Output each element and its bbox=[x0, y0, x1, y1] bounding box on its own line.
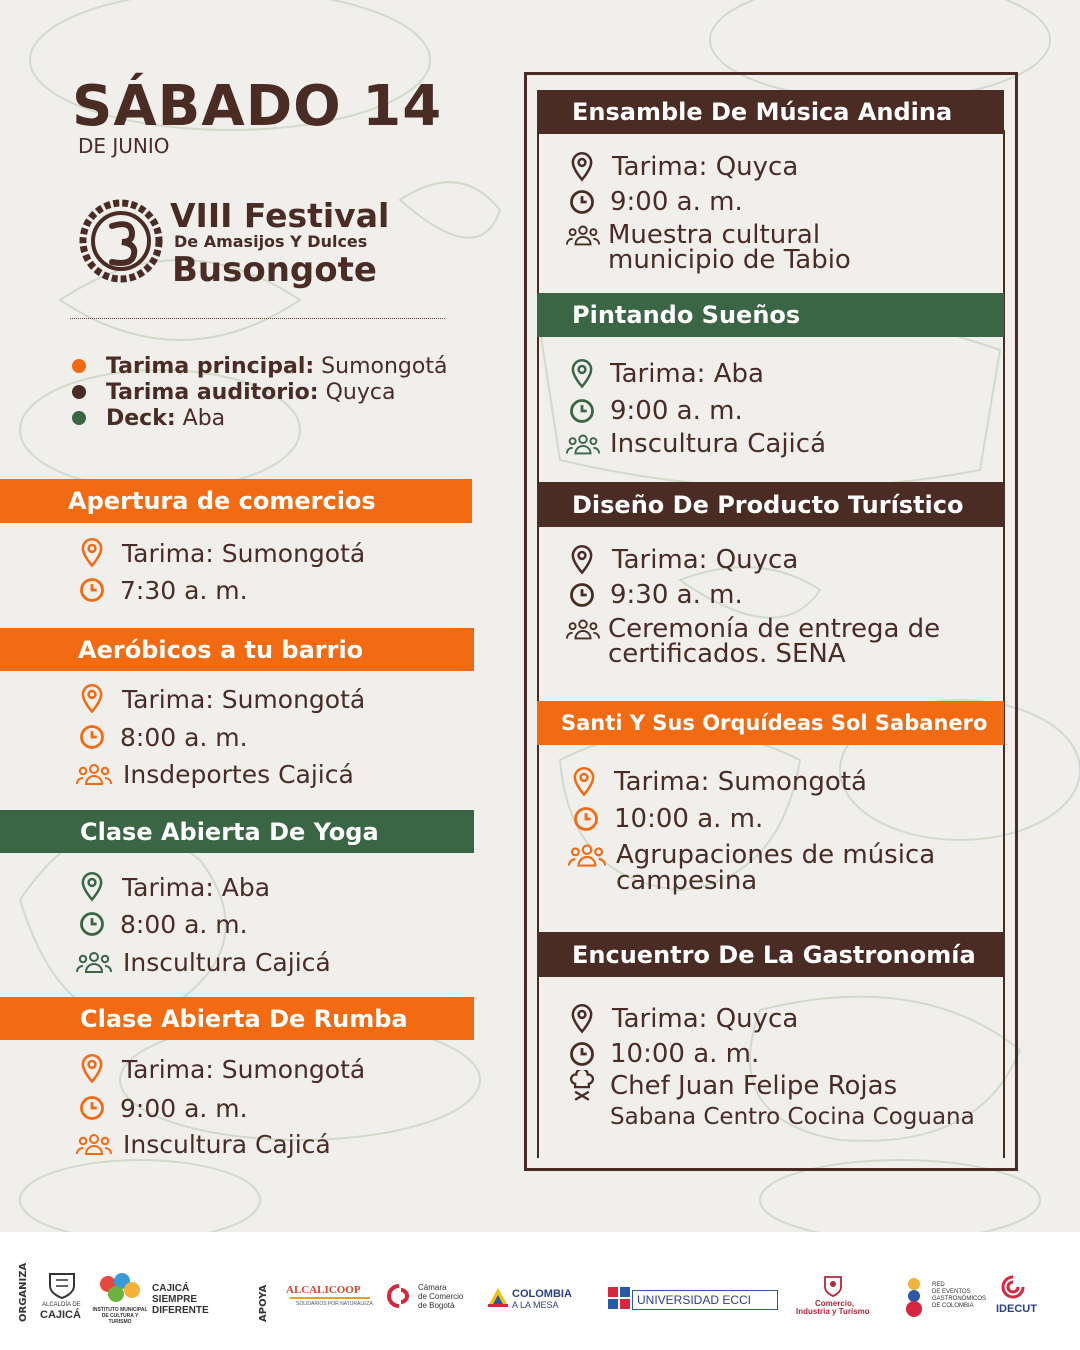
location-pin-icon bbox=[78, 871, 106, 903]
date-title: SÁBADO 14 bbox=[72, 74, 443, 139]
red-line2: DE EVENTOS bbox=[932, 1289, 971, 1295]
clock-icon bbox=[78, 576, 106, 604]
event-time: 8:00 a. m. bbox=[120, 909, 248, 939]
instituto-cultura-logo-icon bbox=[96, 1272, 142, 1306]
date-subtitle: DE JUNIO bbox=[78, 134, 170, 158]
event-organizer-row bbox=[76, 1127, 331, 1161]
event-time-row bbox=[78, 907, 248, 941]
event-stage-row bbox=[568, 150, 798, 184]
ecci-logo-text: UNIVERSIDAD ECCI bbox=[632, 1290, 778, 1310]
idecut-logo-text: IDECUT bbox=[996, 1303, 1037, 1315]
event-title-santi-orquideas: Santi Y Sus Orquídeas Sol Sabanero bbox=[537, 701, 1004, 745]
event-time-row bbox=[568, 578, 743, 612]
event-organizer: Chef Juan Felipe Rojas bbox=[610, 1071, 898, 1101]
event-time-row bbox=[568, 1037, 759, 1071]
green-dot-icon bbox=[72, 411, 86, 425]
clock-icon bbox=[78, 910, 106, 938]
clock-icon bbox=[78, 1094, 106, 1122]
event-time-row bbox=[78, 573, 248, 607]
people-group-icon bbox=[566, 617, 600, 641]
legend-value: Aba bbox=[182, 405, 226, 431]
event-organizer-row bbox=[568, 1070, 897, 1102]
people-group-icon bbox=[76, 1131, 112, 1157]
location-pin-icon bbox=[568, 358, 596, 390]
organiza-label: ORGANIZA bbox=[18, 1262, 29, 1322]
apoya-label: APOYA bbox=[258, 1284, 269, 1322]
event-stage-row bbox=[78, 682, 365, 716]
event-time: 9:00 a. m. bbox=[610, 396, 743, 426]
event-title-rumba: Clase Abierta De Rumba bbox=[0, 997, 474, 1040]
event-stage: Tarima: Sumongotá bbox=[122, 1054, 366, 1084]
event-organizer-line2: Sabana Centro Cocina Coguana bbox=[610, 1104, 975, 1130]
legend-item-deck bbox=[72, 405, 225, 431]
event-stage: Tarima: Quyca bbox=[612, 152, 799, 182]
event-organizer: Ceremonía de entrega de bbox=[608, 614, 941, 644]
header-divider bbox=[70, 318, 445, 319]
festival-title-line3: Busongote bbox=[172, 250, 377, 290]
event-time-row bbox=[568, 185, 743, 219]
colombia-a-la-mesa-logo-icon bbox=[486, 1286, 510, 1308]
legend-value: Quyca bbox=[325, 379, 396, 405]
location-pin-icon bbox=[568, 1003, 596, 1035]
location-pin-icon bbox=[568, 544, 596, 576]
event-stage-row bbox=[568, 357, 764, 391]
event-organizer: Agrupaciones de música bbox=[616, 840, 936, 870]
clock-icon bbox=[568, 188, 596, 216]
event-title-musica-andina: Ensamble De Música Andina bbox=[537, 90, 1004, 134]
event-time-row bbox=[572, 802, 763, 836]
event-organizer: Inscultura Cajicá bbox=[123, 1129, 331, 1159]
legend-item-main-stage bbox=[72, 353, 447, 379]
event-time: 8:00 a. m. bbox=[120, 722, 248, 752]
frame-inner-line-right bbox=[1003, 130, 1005, 1158]
event-time: 10:00 a. m. bbox=[614, 804, 764, 834]
event-title-yoga: Clase Abierta De Yoga bbox=[0, 810, 474, 853]
camara-line2: de Comercio bbox=[418, 1292, 464, 1301]
event-organizer: Muestra cultural bbox=[608, 220, 821, 250]
camara-comercio-logo-icon bbox=[386, 1282, 414, 1310]
festival-title-line2: De Amasijos Y Dulces bbox=[174, 232, 368, 251]
clock-icon bbox=[572, 805, 600, 833]
event-title-diseno-producto: Diseño De Producto Turístico bbox=[537, 482, 1004, 527]
alcaldia-small-label: ALCALDÍA DE bbox=[42, 1302, 81, 1308]
event-stage: Tarima: Sumongotá bbox=[122, 538, 366, 568]
idecut-logo-icon bbox=[1000, 1274, 1026, 1300]
ministerio-line1: Comercio, bbox=[815, 1299, 855, 1308]
event-stage-row bbox=[568, 1002, 798, 1036]
people-group-icon bbox=[566, 223, 600, 247]
event-organizer-line2: campesina bbox=[616, 866, 758, 896]
event-time-row bbox=[78, 720, 248, 754]
legend-value: Sumongotá bbox=[321, 353, 448, 379]
event-stage: Tarima: Sumongotá bbox=[122, 684, 366, 714]
chef-hat-icon bbox=[568, 1070, 596, 1102]
orange-dot-icon bbox=[72, 359, 86, 373]
event-stage: Tarima: Aba bbox=[610, 359, 764, 389]
event-title-gastronomia: Encuentro De La Gastronomía bbox=[537, 932, 1004, 977]
location-pin-icon bbox=[568, 151, 596, 183]
ministerio-crest-icon bbox=[822, 1274, 844, 1298]
alcalicoop-underline-icon bbox=[290, 1296, 370, 1300]
alcaldia-logo-text: CAJICÁ bbox=[40, 1309, 81, 1321]
people-group-icon bbox=[566, 432, 600, 456]
alcaldia-crest-icon bbox=[44, 1270, 80, 1300]
legend-item-auditorium bbox=[72, 379, 395, 405]
cajica-slogan-line2: SIEMPRE bbox=[152, 1294, 198, 1305]
event-organizer-row bbox=[76, 945, 331, 979]
red-line4: DE COLOMBIA bbox=[932, 1303, 974, 1309]
event-organizer-line2: municipio de Tabio bbox=[608, 245, 851, 275]
event-stage: Tarima: Aba bbox=[122, 872, 271, 902]
red-line1: RED bbox=[932, 1282, 945, 1288]
event-organizer: Inscultura Cajicá bbox=[123, 947, 331, 977]
colombia-line2: A LA MESA bbox=[512, 1300, 559, 1310]
event-stage-row bbox=[568, 543, 798, 577]
people-group-icon bbox=[568, 842, 606, 868]
event-organizer: Inscultura Cajicá bbox=[610, 429, 827, 459]
ministerio-line2: Industria y Turismo bbox=[796, 1307, 870, 1316]
red-line3: GASTRONÓMICOS bbox=[932, 1296, 987, 1302]
alcalicoop-sub: SOLIDARIOS POR NATURALEZA bbox=[296, 1301, 373, 1307]
people-group-icon bbox=[76, 761, 112, 787]
location-pin-icon bbox=[78, 1053, 106, 1085]
cajica-slogan-line1: CAJICÁ bbox=[152, 1283, 190, 1294]
clock-icon bbox=[568, 581, 596, 609]
event-stage-row bbox=[78, 1052, 365, 1086]
ecci-logo-icon bbox=[608, 1287, 630, 1309]
brown-dot-icon bbox=[72, 385, 86, 399]
event-stage: Tarima: Quyca bbox=[612, 1004, 799, 1034]
camara-line3: de Bogotá bbox=[418, 1301, 455, 1310]
event-organizer-line2: certificados. SENA bbox=[608, 639, 846, 669]
clock-icon bbox=[568, 1040, 596, 1068]
event-organizer-row bbox=[566, 428, 826, 460]
alcalicoop-logo: ALCALICOOP bbox=[286, 1284, 361, 1296]
clock-icon bbox=[568, 397, 596, 425]
event-title-pintando-suenos: Pintando Sueños bbox=[537, 293, 1004, 337]
clock-icon bbox=[78, 723, 106, 751]
legend-label: Deck: bbox=[106, 405, 176, 431]
location-pin-icon bbox=[78, 683, 106, 715]
event-organizer-row bbox=[76, 757, 354, 791]
event-time-row bbox=[78, 1091, 248, 1125]
event-time: 9:00 a. m. bbox=[120, 1093, 248, 1123]
cajica-slogan-line3: DIFERENTE bbox=[152, 1305, 209, 1316]
event-stage-row bbox=[570, 765, 867, 799]
event-time: 9:30 a. m. bbox=[610, 580, 743, 610]
festival-title-line1: VIII Festival bbox=[170, 196, 390, 235]
event-title-apertura: Apertura de comercios bbox=[0, 479, 472, 523]
event-time: 7:30 a. m. bbox=[120, 575, 248, 605]
people-group-icon bbox=[76, 949, 112, 975]
red-eventos-logo-icon bbox=[902, 1276, 926, 1320]
legend-label: Tarima principal: bbox=[106, 353, 315, 379]
event-stage-row bbox=[78, 870, 270, 904]
instituto-logo-text: INSTITUTO MUNICIPAL DE CULTURA Y TURISMO bbox=[92, 1307, 148, 1325]
frame-inner-line-left bbox=[537, 130, 539, 1158]
event-time: 10:00 a. m. bbox=[610, 1039, 760, 1069]
event-organizer: Insdeportes Cajicá bbox=[123, 759, 354, 789]
legend-label: Tarima auditorio: bbox=[106, 379, 319, 405]
festival-logo-icon bbox=[78, 196, 164, 286]
event-stage-row bbox=[78, 536, 365, 570]
location-pin-icon bbox=[78, 537, 106, 569]
event-time-row bbox=[568, 394, 743, 428]
event-time: 9:00 a. m. bbox=[610, 187, 743, 217]
camara-line1: Cámara bbox=[418, 1283, 447, 1292]
event-stage: Tarima: Sumongotá bbox=[614, 767, 867, 797]
event-title-aerobicos: Aeróbicos a tu barrio bbox=[0, 628, 474, 671]
event-stage: Tarima: Quyca bbox=[612, 545, 799, 575]
colombia-line1: COLOMBIA bbox=[512, 1288, 572, 1300]
location-pin-icon bbox=[570, 766, 598, 798]
